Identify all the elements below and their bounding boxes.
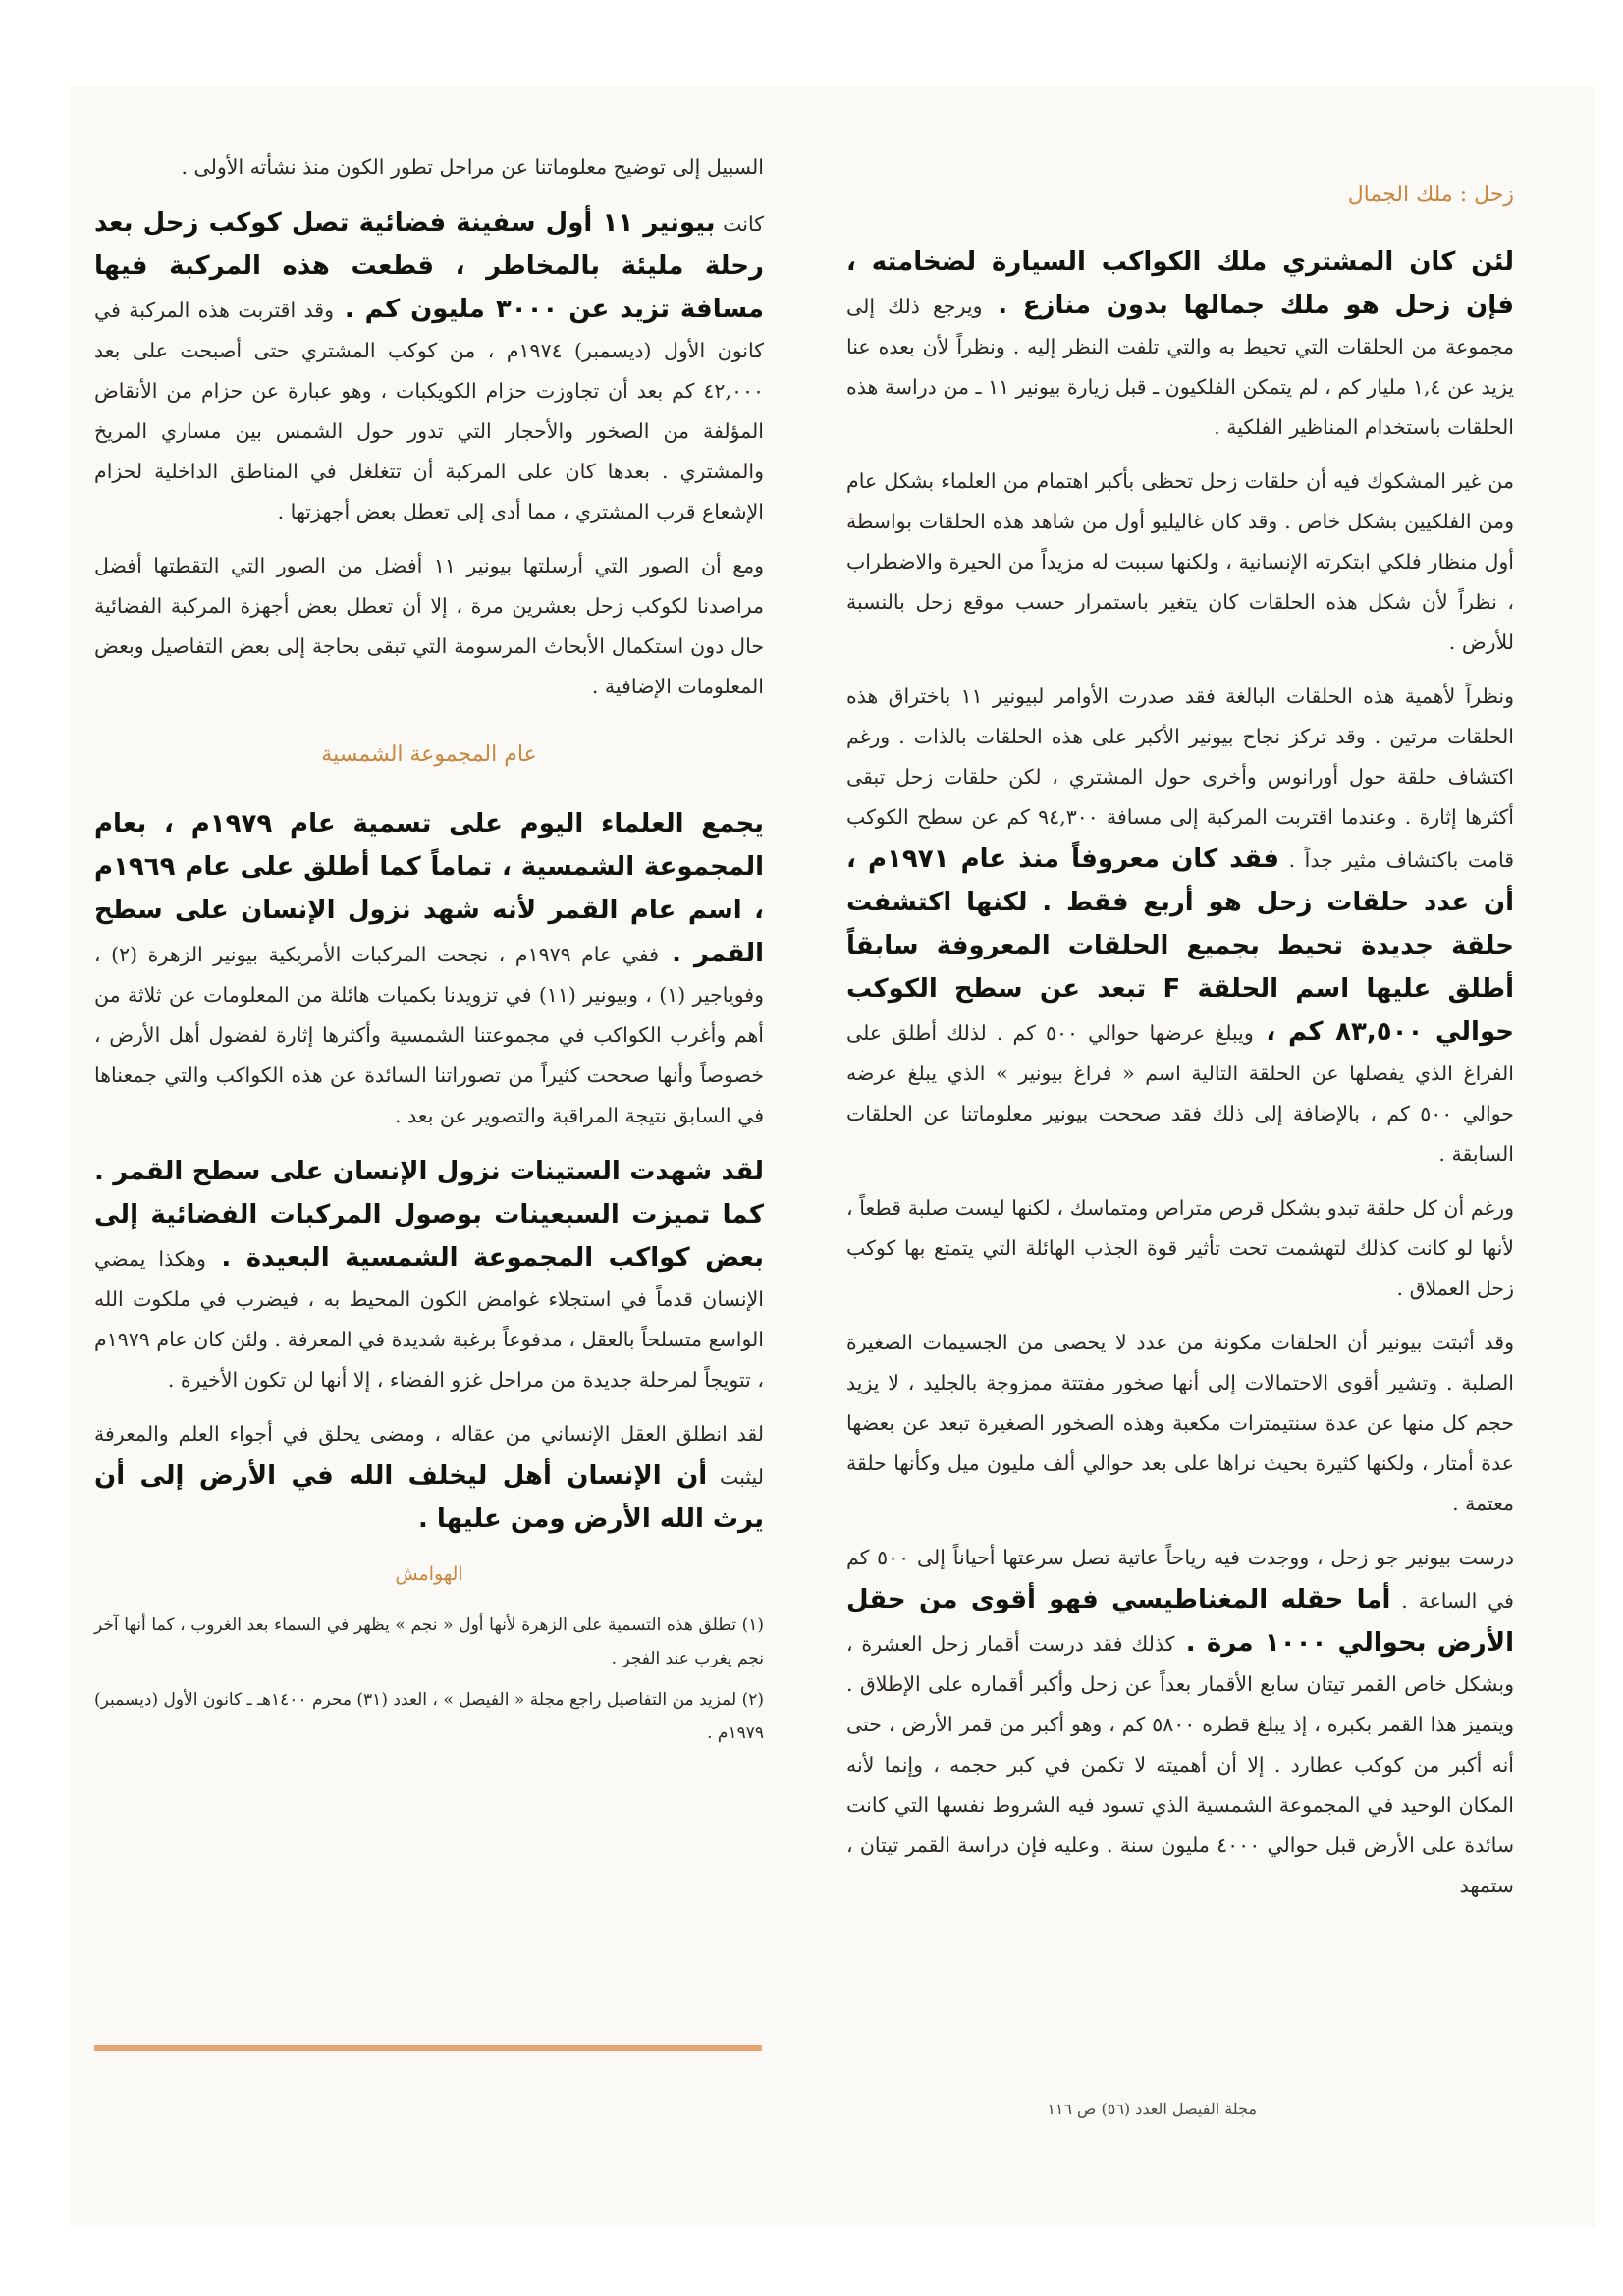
- body-text: ورغم أن كل حلقة تبدو بشكل قرص متراص ومتماسك ، لكنها ليست صلبة قطعاً ، لأنها لو كانت كذلك لتهشمت تحت تأثير قوة الجذب الهائلة التي يتمتع بها كوكب زحل العملاق .: [846, 1196, 1514, 1300]
- section-heading-solar-system: عام المجموعة الشمسية: [321, 742, 537, 767]
- emphasized-text: فقد كان معروفاً منذ عام ١٩٧١م ، أن عدد حلقات زحل هو أربع فقط . لكنها اكتشفت حلقة جديدة تحيط بجميع الحلقات المعروفة سابقاً أطلق عليها اسم الحلقة F تبعد عن سطح الكوكب حوالي ٨٣,٥٠٠ كم ،: [846, 845, 1514, 1047]
- paragraph: [846, 241, 1514, 448]
- paragraph: [846, 1323, 1514, 1524]
- footnotes-heading: الهوامش: [395, 1563, 463, 1585]
- paragraph: [846, 462, 1514, 663]
- paragraph: [846, 677, 1514, 1175]
- body-text: من غير المشكوك فيه أن حلقات زحل تحظى بأكبر اهتمام من العلماء بشكل عام ومن الفلكيين بشكل خاص . وقد كان غاليليو أول من شاهد هذه الحلقات بواسطة أول منظار فلكي ابتكرته الإنسانية ، ولكنها سببت له مزيداً من الحيرة والاضطراب ، نظراً لأن شكل هذه الحلقات كان يتغير باستمرار حسب موقع زحل بالنسبة للأرض .: [846, 469, 1514, 654]
- paragraph: [846, 1188, 1514, 1309]
- body-text: ففي عام ١٩٧٩م ، نجحت المركبات الأمريكية بيونير الزهرة (٢) ، وفوياجير (١) ، وبيونير (١١) في تزويدنا بكميات هائلة من المعلومات عن ثلاثة من أهم وأغرب الكواكب في مجموعتنا الشمسية وأكثرها إثارة لفضول أهل الأرض ، خصوصاً وأنها صححت كثيراً من تصوراتنا السائدة عن هذه الكواكب والتي جمعناها في السابق نتيجة المراقبة والتصوير عن بعد .: [94, 943, 764, 1127]
- paragraph: [94, 201, 764, 532]
- section-heading-saturn: زحل : ملك الجمال: [1347, 183, 1514, 207]
- paragraph: [846, 1538, 1514, 1906]
- body-text: وقد أثبتت بيونير أن الحلقات مكونة من عدد لا يحصى من الجسيمات الصغيرة الصلبة . وتشير أقوى الاحتمالات إلى أنها صخور مفتتة ممزوجة بالجليد ، لا يزيد حجم كل منها عن عدة سنتيمترات مكعبة وهذه الصخور الصغيرة تبعد عن بعضها عدة أمتار ، ولكنها كثيرة بحيث نراها على بعد حوالي ألف مليون ميل وكأنها حلقة معتمة .: [846, 1331, 1514, 1515]
- left-column: [94, 147, 764, 1758]
- emphasized-text: أن الإنسان أهل ليخلف الله في الأرض إلى أن يرث الله الأرض ومن عليها .: [94, 1461, 764, 1534]
- body-text: ومع أن الصور التي أرسلتها بيونير ١١ أفضل من الصور التي التقطتها أفضل مراصدنا لكوكب زحل بعشرين مرة ، إلا أن تعطل بعض أجهزة المركبة الفضائية حال دون استكمال الأبحاث المرسومة التي تبقى بحاجة إلى بعض التفاصيل وبعض المعلومات الإضافية .: [94, 554, 764, 698]
- body-text: ويبلغ عرضها حوالي ٥٠٠ كم . لذلك أطلق على الفراغ الذي يفصلها عن الحلقة التالية اسم « فراغ بيونير » الذي يبلغ عرضه حوالي ٥٠٠ كم ، بالإضافة إلى ذلك فقد صححت بيونير معلوماتنا عن الحلقات السابقة .: [846, 1021, 1514, 1166]
- paragraph: [94, 147, 764, 188]
- footnote: (١) تطلق هذه التسمية على الزهرة لأنها أول « نجم » يظهر في السماء بعد الغروب ، كما أنها آخر نجم يغرب عند الفجر .: [94, 1615, 764, 1668]
- body-text: لقد انطلق العقل الإنساني من عقاله ، ومضى يحلق في أجواء العلم والمعرفة ليثبت: [94, 1422, 764, 1489]
- body-text: ويرجع ذلك إلى مجموعة من الحلقات التي تحيط به والتي تلفت النظر إليه . ونظراً لأن بعده عنا يزيد عن ١,٤ مليار كم ، لم يتمكن الفلكيون ـ قبل زيارة بيونير ١١ ـ من دراسة هذه الحلقات باستخدام المناظير الفلكية .: [846, 295, 1514, 439]
- page-footer: مجلة الفيصل العدد (٥٦) ص ١١٦: [1047, 2100, 1257, 2118]
- right-column-paragraphs: [846, 241, 1514, 1906]
- paragraph: [94, 802, 764, 1136]
- body-text: ونظراً لأهمية هذه الحلقات البالغة فقد صدرت الأوامر لبيونير ١١ باختراق هذه الحلقات مرتين . وقد تركز نجاح بيونير الأكبر على هذه الحلقات بالذات . ورغم اكتشاف حلقة حول أورانوس وأخرى حول المشتري ، لكن حلقات زحل تبقى أكثرها إثارة . وعندما اقتربت المركبة إلى مسافة ٩٤,٣٠٠ كم عن سطح الكوكب قامت باكتشاف مثير جداً .: [846, 684, 1515, 872]
- footnote: (٢) لمزيد من التفاصيل راجع مجلة « الفيصل » ، العدد (٣١) محرم ١٤٠٠هـ ـ كانون الأول (ديسمبر) ١٩٧٩م .: [94, 1690, 764, 1743]
- emphasized-text: بيونير ١١ أول سفينة فضائية تصل كوكب زحل بعد رحلة مليئة بالمخاطر ، قطعت هذه المركبة فيها مسافة تزيد عن ٣٠٠٠ مليون كم .: [94, 208, 765, 324]
- body-text: كانت: [715, 212, 765, 236]
- paragraph: [94, 546, 764, 707]
- body-text: السبيل إلى توضيح معلوماتنا عن مراحل تطور الكون منذ نشأته الأولى .: [181, 155, 764, 179]
- body-text: كذلك فقد درست أقمار زحل العشرة ، وبشكل خاص القمر تيتان سابع الأقمار بعداً عن زحل وأكبر أقماره على الإطلاق . ويتميز هذا القمر بكبره ، إذ يبلغ قطره ٥٨٠٠ كم ، وهو أكبر من قمر الأرض ، حتى أنه أكبر من كوكب عطارد . إلا أن أهميته لا تكمن في كبر حجمه ، وإنما لأنه المكان الوحيد في المجموعة الشمسية الذي تسود فيه الشروط نفسها التي كانت سائدة على الأرض قبل حوالي ٤٠٠٠ مليون سنة . وعليه فإن دراسة القمر تيتان ، ستمهد: [846, 1632, 1514, 1897]
- left-column-paragraphs: [94, 147, 764, 707]
- right-column: [846, 175, 1514, 1920]
- emphasized-text: أما حقله المغناطيسي فهو أقوى من حقل الأرض بحوالي ١٠٠٠ مرة .: [846, 1585, 1514, 1658]
- paragraph: [94, 1150, 764, 1400]
- body-text: وقد اقتربت هذه المركبة في كانون الأول (ديسمبر) ١٩٧٤م ، من كوكب المشتري حتى أصبحت على بعد ٤٢,٠٠٠ كم بعد أن تجاوزت حزام الكويكبات ، وهو عبارة عن حزام من الأنقاض المؤلفة من الصخور والأحجار التي تدور حول الشمس بين مساري المريخ والمشتري . بعدها كان على المركبة أن تتغلغل في المناطق الداخلية لحزام الإشعاع قرب المشتري ، مما أدى إلى تعطل بعض أجهزتها .: [94, 299, 764, 523]
- footnote-divider: [94, 2045, 762, 2051]
- body-text: درست بيونير جو زحل ، ووجدت فيه رياحاً عاتية تصل سرعتها أحياناً إلى ٥٠٠ كم في الساعة .: [846, 1546, 1514, 1613]
- body-text: وهكذا يمضي الإنسان قدماً في استجلاء غوامض الكون المحيط به ، فيضرب في ملكوت الله الواسع متسلحاً بالعقل ، مدفوعاً برغبة شديدة في المعرفة . ولئن كان عام ١٩٧٩م ، تتويجاً لمرحلة جديدة من مراحل غزو الفضاء ، إلا أنها لن تكون الأخيرة .: [94, 1247, 764, 1392]
- emphasized-text: لئن كان المشتري ملك الكواكب السيارة لضخامته ، فإن زحل هو ملك جمالها بدون منازع .: [846, 247, 1515, 320]
- left-column-paragraphs-2: [94, 802, 764, 1541]
- emphasized-text: يجمع العلماء اليوم على تسمية عام ١٩٧٩م ، بعام المجموعة الشمسية ، تماماً كما أطلق على عام ١٩٦٩م ، اسم عام القمر لأنه شهد نزول الإنسان على سطح القمر .: [94, 809, 764, 968]
- footnotes: [94, 1609, 764, 1750]
- paragraph: [94, 1414, 764, 1541]
- emphasized-text: لقد شهدت الستينات نزول الإنسان على سطح القمر . كما تميزت السبعينات بوصول المركبات الفضائية إلى بعض كواكب المجموعة الشمسية البعيدة .: [94, 1157, 764, 1273]
